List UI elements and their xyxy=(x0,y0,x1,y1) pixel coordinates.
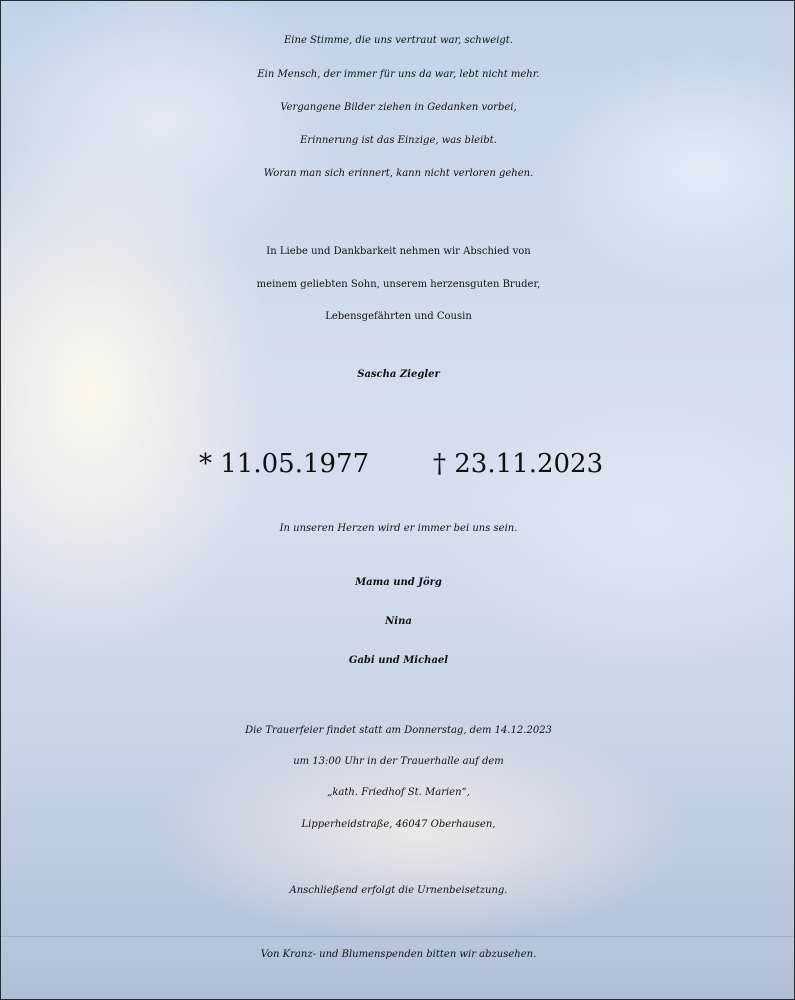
poem-line: Vergangene Bilder ziehen in Gedanken vorbei, xyxy=(280,102,517,113)
intro-line: In Liebe und Dankbarkeit nehmen wir Abschied von xyxy=(266,246,531,257)
family-member: Nina xyxy=(385,616,412,627)
ceremony-line: Lipperheidstraße, 46047 Oberhausen, xyxy=(301,819,496,830)
poem-line: Woran man sich erinnert, kann nicht verloren gehen. xyxy=(263,168,534,179)
urn-note: Anschließend erfolgt die Urnenbeisetzung. xyxy=(289,885,508,896)
poem-line: Erinnerung ist das Einzige, was bleibt. xyxy=(300,135,497,146)
ceremony-line: „kath. Friedhof St. Marien“, xyxy=(327,787,470,798)
birth-date: * 11.05.1977 xyxy=(199,449,370,479)
ceremony-line: Die Trauerfeier findet statt am Donnerstag, dem 14.12.2023 xyxy=(245,725,552,736)
intro-line: meinem geliebten Sohn, unserem herzensguten Bruder, xyxy=(256,279,541,290)
poem-line: Eine Stimme, die uns vertraut war, schweigt. xyxy=(284,35,513,46)
closing-line: In unseren Herzen wird er immer bei uns sein. xyxy=(279,523,518,534)
obituary-text xyxy=(1,1,795,1000)
life-dates xyxy=(1,449,795,483)
intro-line: Lebensgefährten und Cousin xyxy=(325,311,472,322)
family-member: Gabi und Michael xyxy=(348,655,449,666)
deceased-name: Sascha Ziegler xyxy=(357,369,440,380)
death-date: † 23.11.2023 xyxy=(433,449,604,479)
ceremony-line: um 13:00 Uhr in der Trauerhalle auf dem xyxy=(293,756,504,767)
family-member: Mama und Jörg xyxy=(355,577,442,588)
poem-line: Ein Mensch, der immer für uns da war, lebt nicht mehr. xyxy=(257,69,540,80)
flowers-note: Von Kranz- und Blumenspenden bitten wir abzusehen. xyxy=(260,949,537,960)
